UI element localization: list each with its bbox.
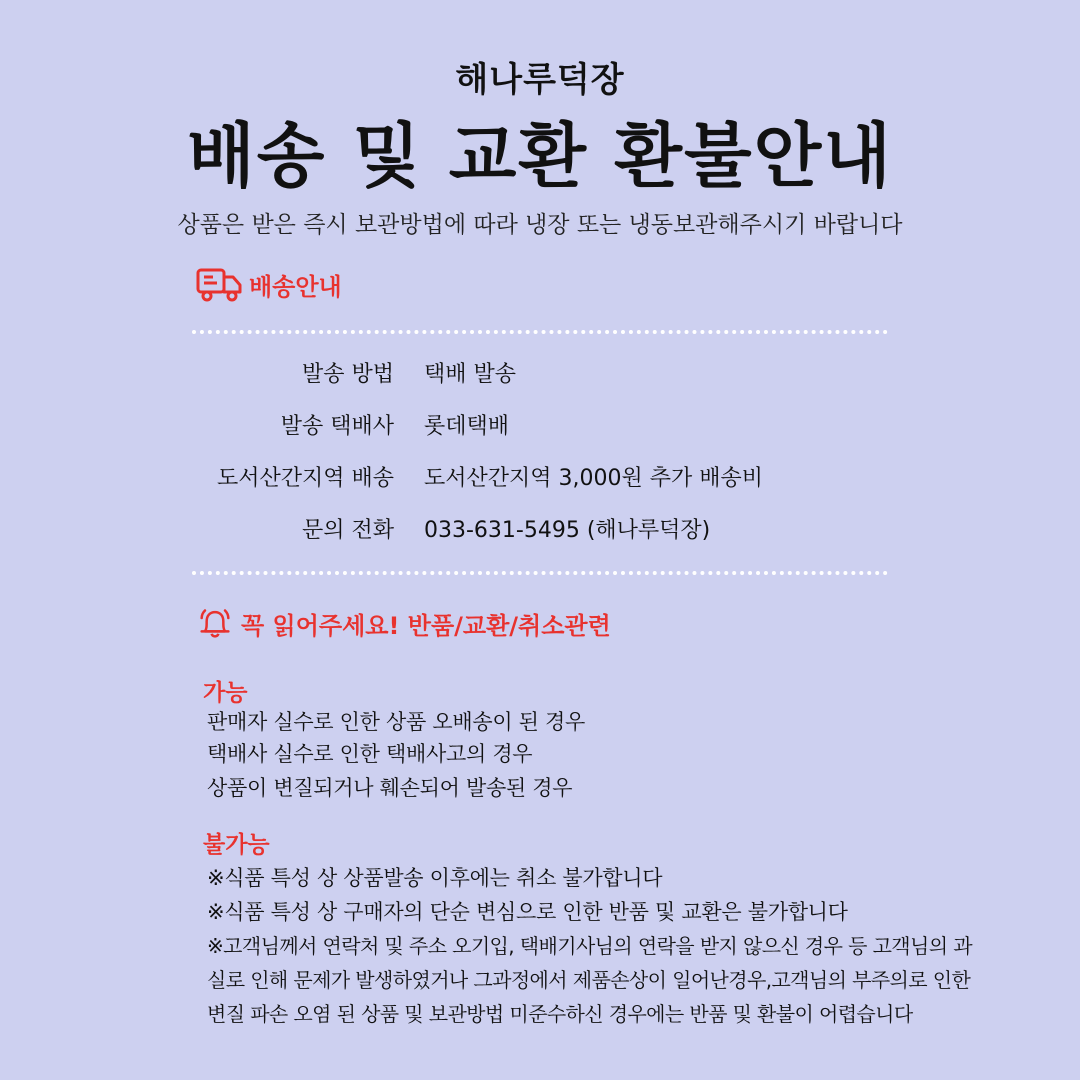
bell-icon [195,603,235,643]
impossible-item: 실로 인해 문제가 발생하였거나 그과정에서 제품손상이 일어난경우,고객님의 부주의로 인한 [207,968,971,992]
impossible-item: ※식품 특성 상 구매자의 단순 변심으로 인한 반품 및 교환은 불가합니다 [207,900,848,924]
info-value: 롯데택배 [424,414,510,439]
impossible-item: 변질 파손 오염 된 상품 및 보관방법 미준수하신 경우에는 반품 및 환불이 어렵습니다 [207,1002,913,1026]
returns-heading-label: 꼭 읽어주세요! 반품/교환/취소관련 [241,611,611,640]
info-value: 033-631-5495 (해나루덕장) [424,518,711,543]
possible-item: 택배사 실수로 인한 택배사고의 경우 [207,742,533,766]
info-row-method [0,357,1080,397]
possible-item: 판매자 실수로 인한 상품 오배송이 된 경우 [207,710,586,734]
shipping-heading-label: 배송안내 [249,272,342,301]
page-title: 배송 및 교환 환불안내 [187,115,893,197]
info-label: 문의 전화 [301,518,394,543]
divider-bottom [192,571,888,575]
info-label: 발송 택배사 [280,414,394,439]
page-subtitle: 상품은 받은 즉시 보관방법에 따라 냉장 또는 냉동보관해주시기 바랍니다 [177,212,903,238]
info-label: 발송 방법 [301,362,394,387]
possible-item: 상품이 변질되거나 훼손되어 발송된 경우 [207,776,573,800]
brand-name: 해나루덕장 [455,60,625,100]
impossible-item: ※고객님께서 연락처 및 주소 오기입, 택배기사님의 연락을 받지 않으신 경우 등 고객님의 과 [207,934,972,958]
info-row-phone [0,513,1080,553]
impossible-label: 불가능 [203,832,270,858]
info-row-remote [0,461,1080,501]
divider-top [192,330,888,334]
info-value: 택배 발송 [424,362,517,387]
possible-label: 가능 [203,680,248,706]
info-label: 도서산간지역 배송 [216,466,394,491]
returns-heading [195,603,611,643]
truck-icon [195,264,243,304]
info-row-courier [0,409,1080,449]
info-value: 도서산간지역 3,000원 추가 배송비 [424,466,763,491]
impossible-item: ※식품 특성 상 상품발송 이후에는 취소 불가합니다 [207,866,663,890]
shipping-heading [195,264,342,304]
